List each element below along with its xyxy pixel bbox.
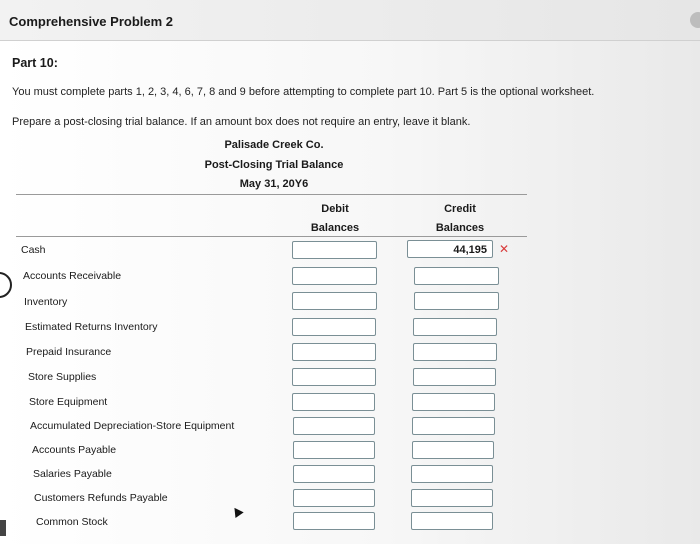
instruction-text: You must complete parts 1, 2, 3, 4, 6, 7, 8 and 9 before attempting to complete part 10. Part 5 is the optional worksheet. (12, 86, 595, 98)
header-bar (0, 0, 700, 41)
company-name: Palisade Creek Co. (224, 139, 324, 151)
debit-column-header (300, 200, 370, 238)
debit-header-line2: Balances (310, 222, 360, 234)
debit-input[interactable] (293, 512, 375, 530)
account-name: Inventory (24, 296, 68, 308)
debit-input[interactable] (292, 393, 375, 411)
debit-header-line1: Debit (321, 203, 349, 215)
credit-header-line2: Balances (435, 222, 485, 234)
debit-input[interactable] (292, 241, 377, 259)
account-name: Store Equipment (29, 396, 108, 408)
credit-input[interactable] (411, 465, 493, 483)
debit-input[interactable] (292, 292, 377, 310)
credit-header-line1: Credit (444, 203, 476, 215)
debit-input[interactable] (292, 368, 376, 386)
account-name: Accounts Receivable (23, 270, 122, 282)
credit-column-header (424, 200, 496, 238)
credit-input[interactable] (412, 393, 495, 411)
account-name: Common Stock (36, 516, 108, 528)
debit-input[interactable] (292, 267, 377, 285)
account-name: Store Supplies (28, 371, 97, 383)
debit-input[interactable] (293, 441, 375, 459)
credit-input[interactable] (411, 489, 493, 507)
credit-input[interactable] (414, 292, 499, 310)
credit-input[interactable] (412, 417, 495, 435)
credit-input[interactable] (413, 368, 496, 386)
cursor-ring-icon (0, 272, 12, 298)
mouse-pointer-icon (230, 505, 243, 518)
divider (16, 194, 527, 195)
instruction-text-2: Prepare a post-closing trial balance. If an amount box does not require an entry, leave it blank. (12, 116, 471, 128)
account-name: Salaries Payable (33, 468, 112, 480)
account-name: Accounts Payable (32, 444, 117, 456)
account-name: Accumulated Depreciation-Store Equipment (30, 420, 235, 432)
account-name: Cash (21, 244, 46, 256)
account-name: Estimated Returns Inventory (25, 321, 158, 333)
credit-input[interactable] (411, 512, 493, 530)
credit-input[interactable] (414, 267, 499, 285)
debit-input[interactable] (292, 343, 376, 361)
incorrect-icon: ✕ (499, 242, 510, 256)
debit-input[interactable] (292, 318, 376, 336)
divider (16, 236, 527, 237)
debit-input[interactable] (293, 465, 375, 483)
side-marker (0, 520, 6, 536)
statement-date: May 31, 20Y6 (239, 178, 309, 190)
debit-input[interactable] (293, 417, 375, 435)
credit-input[interactable] (407, 240, 493, 258)
part-title: Part 10: (12, 56, 58, 70)
debit-input[interactable] (293, 489, 375, 507)
problem-title: Comprehensive Problem 2 (9, 14, 173, 29)
statement-title: Post-Closing Trial Balance (204, 159, 344, 171)
close-icon[interactable] (690, 12, 700, 28)
credit-input[interactable] (412, 441, 494, 459)
credit-input[interactable] (413, 318, 497, 336)
account-name: Prepaid Insurance (26, 346, 112, 358)
account-name: Customers Refunds Payable (34, 492, 168, 504)
credit-input[interactable] (413, 343, 497, 361)
